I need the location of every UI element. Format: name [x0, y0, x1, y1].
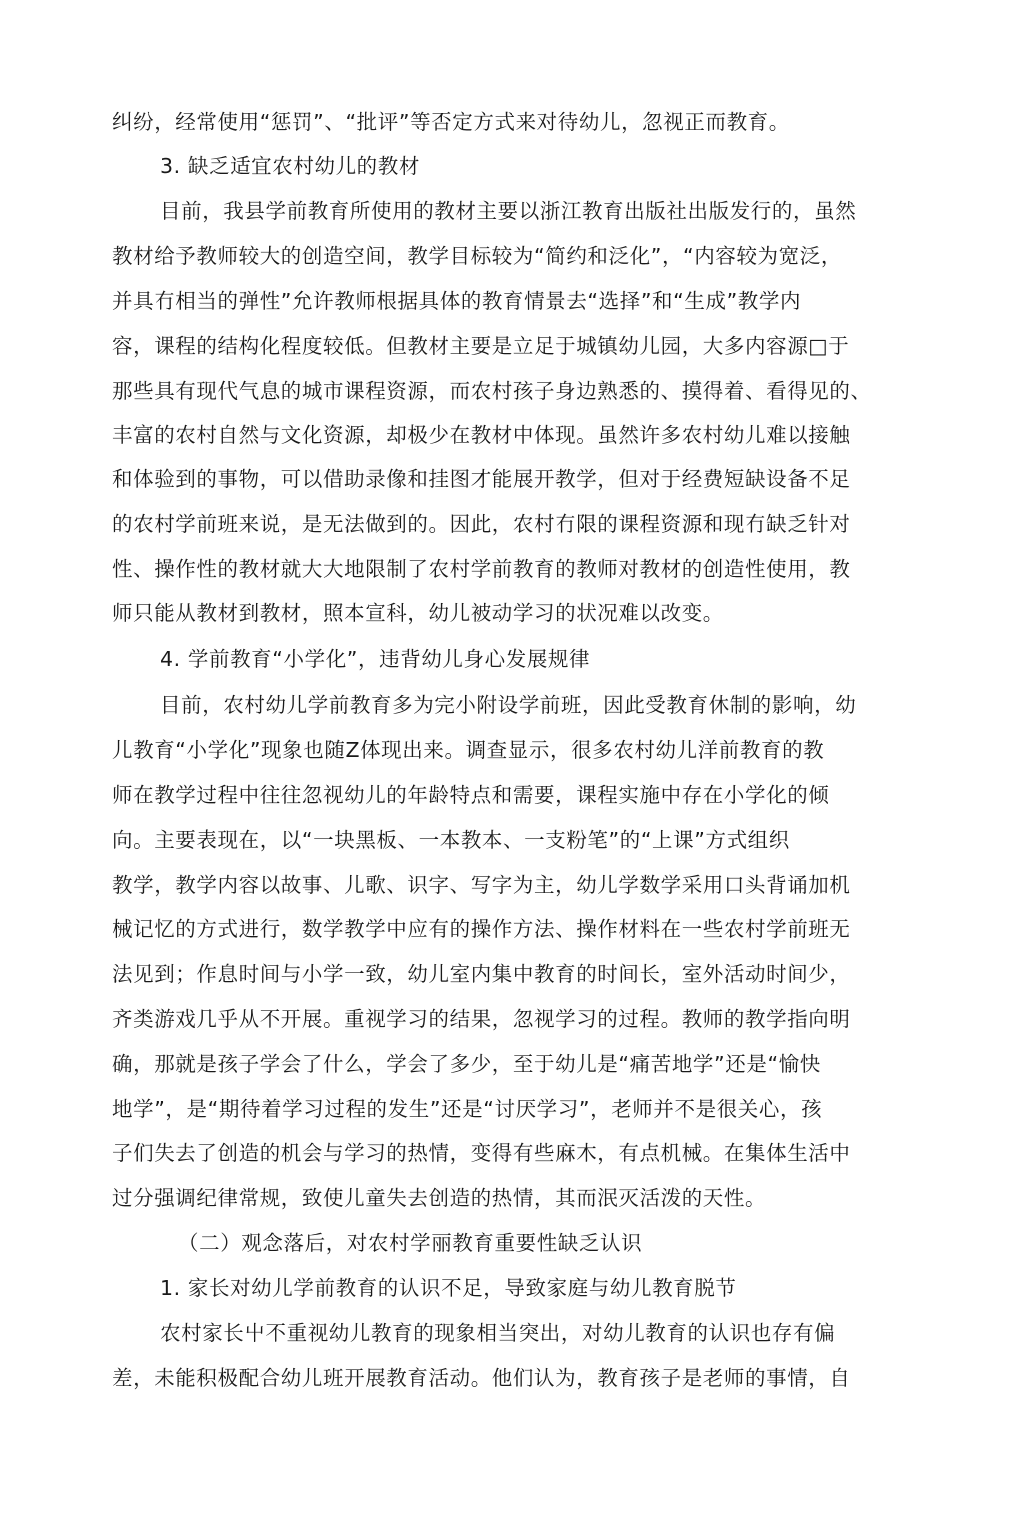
section-heading: 4. 学前教育“小学化”，违背幼儿身心发展规律	[160, 647, 591, 671]
text-line: 那些具有现代气息的城市课程资源，而农村孩子身边熟悉的、摸得着、看得见的、	[112, 379, 872, 403]
text-line: 教材给予教师较大的创造空间，教学目标较为“简约和泛化”，“内容较为宽泛，	[112, 244, 842, 268]
text-line: 确，那就是孩子学会了什么，学会了多少，至于幼儿是“痛苦地学”还是“愉快	[112, 1052, 821, 1076]
text-line: 农村家长屮不重视幼儿教育的现象相当突出，对幼儿教育的认识也存有偏	[160, 1321, 836, 1345]
text-line: 械记忆的方式进行，数学教学中应有的操作方法、操作材料在一些农村学前班无	[112, 917, 851, 941]
text-line: 并具冇相当的弹性”允许教师根据具体的教育情景去“选择”和“生成”教学内	[112, 289, 802, 313]
text-line: 儿教育“小学化”现象也随Z体现出来。调查显示，很多农村幼儿洋前教育的教	[112, 738, 825, 762]
text-line: 师只能从教材到教材，照本宣科，幼儿被动学习的状况难以改变。	[112, 601, 724, 625]
text-line: 法见到；作息时间与小学一致，幼儿室内集中教育的时间长，室外活动时间少，	[112, 962, 851, 986]
text-line: 目前，我县学前教育所使用的教材主要以浙江教育出版社出版发行的，虽然	[160, 199, 857, 223]
subsection-heading: 1. 家长对幼儿学前教育的认识不足，导致家庭与幼儿教育脱节	[160, 1276, 737, 1300]
text-line: 子们失去了创造的机会与学习的热情，变得有些麻木，有点机械。在集体生活中	[112, 1141, 851, 1165]
section-heading: 3. 缺乏适宜农村幼儿的教材	[160, 154, 420, 178]
text-line: 容，课程的结构化程度较低。但教材主要是立足于城镇幼儿园，大多内容源□于	[112, 334, 850, 358]
text-line: 丰富的农村自然与文化资源，却极少在教材中体现。虽然许多农村幼儿难以接触	[112, 423, 851, 447]
text-line: 性、操作性的教材就大大地限制了农村学前教育的教师对教材的创造性使用，教	[112, 557, 851, 581]
text-line: 和体验到的事物，可以借助录像和挂图才能展开教学，但对于经费短缺设备不足	[112, 467, 851, 491]
text-line: 的农村学前班来说，是无法做到的。因此，农村冇限的课程资源和现冇缺乏针对	[112, 512, 851, 536]
text-line: 地学”，是“期待着学习过程的发生”还是“讨厌学习”，老师并不是很关心，孩	[112, 1097, 823, 1121]
text-line: 过分强调纪律常规，致使儿童失去创造的热情，其而泯灭活泼的天性。	[112, 1186, 767, 1210]
text-line: 差，未能积极配合幼儿班开展教育活动。他们认为，教育孩子是老师的事情，自	[112, 1366, 851, 1390]
text-line: 目前，农村幼儿学前教育多为完小附设学前班，因此受教育休制的影响，幼	[160, 693, 857, 717]
section-heading: （二）观念落后，对农村学丽教育重要性缺乏认识	[178, 1231, 643, 1255]
text-line: 纠纷，经常使用“惩罚”、“批评”等否定方式来对待幼儿，忽视正而教育。	[112, 110, 790, 134]
text-line: 齐类游戏几乎从不开展。重视学习的结果，忽视学习的过程。教师的教学指向明	[112, 1007, 851, 1031]
text-line: 向。主要表现在，以“一块黑板、一本教本、一支粉笔”的“上课”方式组织	[112, 828, 790, 852]
text-line: 教学，教学内容以故事、儿歌、识字、写字为主，幼儿学数学采用口头背诵加机	[112, 873, 851, 897]
text-line: 师在教学过程中往往忽视幼儿的年龄特点和需要，课程实施中存在小学化的倾	[112, 783, 830, 807]
